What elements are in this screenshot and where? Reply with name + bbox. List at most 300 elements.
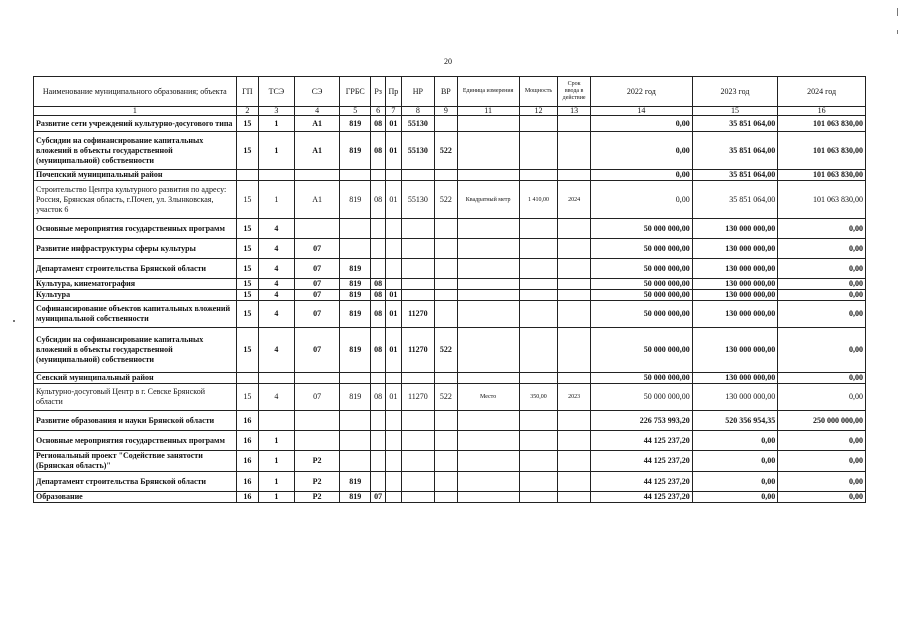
code-cell: [401, 492, 435, 503]
code-cell: [435, 116, 457, 132]
code-cell: [435, 411, 457, 431]
code-cell: 08: [371, 116, 386, 132]
code-cell: [401, 170, 435, 181]
code-cell: 08: [371, 132, 386, 170]
code-cell: [294, 431, 340, 451]
object-info-cell: [558, 328, 591, 373]
code-cell: 16: [236, 492, 258, 503]
amount-cell: 0,00: [778, 259, 866, 279]
amount-cell: 0,00: [778, 290, 866, 301]
edge-mark-mid: [897, 30, 898, 34]
code-cell: 55130: [401, 132, 435, 170]
amount-cell: 0,00: [692, 472, 778, 492]
code-cell: [401, 472, 435, 492]
amount-cell: 101 063 830,00: [778, 132, 866, 170]
row-name-cell: Культура, кинематография: [34, 279, 237, 290]
object-info-cell: [519, 279, 558, 290]
column-number-cell: 9: [435, 107, 457, 116]
object-info-cell: [558, 170, 591, 181]
code-cell: 15: [236, 116, 258, 132]
table-row: [34, 132, 866, 170]
row-name-cell: Культура: [34, 290, 237, 301]
code-cell: 16: [236, 451, 258, 472]
row-name-cell: Основные мероприятия государственных программ: [34, 219, 237, 239]
header-cell: 2024 год: [778, 77, 866, 107]
header-cell: ТСЭ: [259, 77, 295, 107]
row-name-cell: Региональный проект "Содействие занятости (Брянская область)": [34, 451, 237, 472]
object-info-cell: [519, 451, 558, 472]
code-cell: 15: [236, 301, 258, 328]
code-cell: [435, 492, 457, 503]
row-name-cell: Культурно-досуговый Центр в г. Севске Брянской области: [34, 384, 237, 411]
row-name-cell: Развитие инфраструктуры сферы культуры: [34, 239, 237, 259]
page-number: 20: [444, 57, 452, 66]
amount-cell: 44 125 237,20: [590, 451, 692, 472]
code-cell: 1: [259, 116, 295, 132]
code-cell: [340, 431, 371, 451]
code-cell: 819: [340, 472, 371, 492]
object-info-cell: [519, 411, 558, 431]
amount-cell: 101 063 830,00: [778, 170, 866, 181]
code-cell: [371, 259, 386, 279]
code-cell: [371, 472, 386, 492]
code-cell: 01: [386, 301, 401, 328]
object-info-cell: [558, 290, 591, 301]
code-cell: [435, 259, 457, 279]
amount-cell: 0,00: [590, 170, 692, 181]
code-cell: 819: [340, 259, 371, 279]
code-cell: [340, 219, 371, 239]
column-number-cell: 16: [778, 107, 866, 116]
code-cell: [401, 451, 435, 472]
code-cell: [401, 290, 435, 301]
code-cell: [340, 411, 371, 431]
code-cell: 16: [236, 431, 258, 451]
code-cell: 16: [236, 411, 258, 431]
code-cell: [386, 411, 401, 431]
table-row: [34, 328, 866, 373]
code-cell: 08: [371, 290, 386, 301]
amount-cell: 0,00: [778, 279, 866, 290]
header-cell: Наименование муниципального образования; объекта: [34, 77, 237, 107]
table-row: [34, 411, 866, 431]
code-cell: [340, 451, 371, 472]
code-cell: 522: [435, 328, 457, 373]
code-cell: [401, 279, 435, 290]
code-cell: 819: [340, 132, 371, 170]
amount-cell: 0,00: [778, 384, 866, 411]
object-info-cell: [558, 373, 591, 384]
header-cell: НР: [401, 77, 435, 107]
code-cell: [371, 219, 386, 239]
object-info-cell: 2024: [558, 181, 591, 219]
amount-cell: 0,00: [778, 431, 866, 451]
code-cell: 4: [259, 219, 295, 239]
table-row: [34, 116, 866, 132]
amount-cell: 44 125 237,20: [590, 492, 692, 503]
code-cell: 01: [386, 328, 401, 373]
code-cell: 07: [294, 279, 340, 290]
code-cell: [386, 239, 401, 259]
amount-cell: 0,00: [692, 492, 778, 503]
code-cell: [340, 239, 371, 259]
budget-table: [33, 76, 866, 503]
code-cell: 15: [236, 290, 258, 301]
code-cell: 4: [259, 290, 295, 301]
object-info-cell: [519, 219, 558, 239]
code-cell: [401, 411, 435, 431]
code-cell: 01: [386, 290, 401, 301]
amount-cell: 130 000 000,00: [692, 373, 778, 384]
object-info-cell: [457, 259, 519, 279]
code-cell: 08: [371, 384, 386, 411]
table-row: [34, 301, 866, 328]
header-cell: 2022 год: [590, 77, 692, 107]
code-cell: [371, 411, 386, 431]
code-cell: 522: [435, 132, 457, 170]
code-cell: [435, 239, 457, 259]
row-name-cell: Строительство Центра культурного развития по адресу: Россия, Брянская область, г.Почеп, ул. Злынковская, участок 6: [34, 181, 237, 219]
code-cell: 819: [340, 290, 371, 301]
amount-cell: 130 000 000,00: [692, 328, 778, 373]
object-info-cell: [457, 373, 519, 384]
code-cell: 1: [259, 451, 295, 472]
amount-cell: 0,00: [692, 451, 778, 472]
table-row: [34, 384, 866, 411]
code-cell: А1: [294, 132, 340, 170]
code-cell: 16: [236, 472, 258, 492]
code-cell: 08: [371, 301, 386, 328]
column-number-cell: 15: [692, 107, 778, 116]
amount-cell: 0,00: [778, 492, 866, 503]
object-info-cell: [457, 328, 519, 373]
code-cell: 4: [259, 301, 295, 328]
code-cell: 07: [294, 259, 340, 279]
column-number-cell: 4: [294, 107, 340, 116]
code-cell: [386, 219, 401, 239]
code-cell: [386, 259, 401, 279]
code-cell: 819: [340, 384, 371, 411]
code-cell: 1: [259, 492, 295, 503]
table-row: [34, 279, 866, 290]
object-info-cell: [558, 219, 591, 239]
code-cell: 15: [236, 181, 258, 219]
amount-cell: 50 000 000,00: [590, 219, 692, 239]
amount-cell: 0,00: [590, 116, 692, 132]
edge-mark-top: [897, 8, 898, 16]
object-info-cell: [457, 170, 519, 181]
object-info-cell: [457, 451, 519, 472]
code-cell: Р2: [294, 492, 340, 503]
code-cell: [435, 279, 457, 290]
amount-cell: 35 851 064,00: [692, 132, 778, 170]
amount-cell: 35 851 064,00: [692, 116, 778, 132]
header-cell: Срок ввода в действие: [558, 77, 591, 107]
object-info-cell: [558, 301, 591, 328]
code-cell: [435, 301, 457, 328]
header-cell: Рз: [371, 77, 386, 107]
object-info-cell: [519, 472, 558, 492]
code-cell: [435, 170, 457, 181]
code-cell: 4: [259, 384, 295, 411]
code-cell: 01: [386, 384, 401, 411]
column-number-cell: 5: [340, 107, 371, 116]
object-info-cell: [558, 411, 591, 431]
column-number-cell: 8: [401, 107, 435, 116]
code-cell: 07: [294, 328, 340, 373]
row-name-cell: Субсидии на софинансирование капитальных вложений в объекты государственной (муниципальной) собственности: [34, 132, 237, 170]
table-row: [34, 181, 866, 219]
header-cell: ГП: [236, 77, 258, 107]
object-info-cell: [457, 431, 519, 451]
object-info-cell: [457, 239, 519, 259]
code-cell: 819: [340, 181, 371, 219]
amount-cell: 0,00: [778, 373, 866, 384]
object-info-cell: [457, 279, 519, 290]
code-cell: [371, 239, 386, 259]
row-name-cell: Севский муниципальный район: [34, 373, 237, 384]
header-cell: Единица измерения: [457, 77, 519, 107]
object-info-cell: [519, 492, 558, 503]
code-cell: 4: [259, 279, 295, 290]
code-cell: 08: [371, 181, 386, 219]
column-number-cell: 13: [558, 107, 591, 116]
code-cell: [371, 431, 386, 451]
row-name-cell: Департамент строительства Брянской области: [34, 472, 237, 492]
code-cell: 4: [259, 259, 295, 279]
header-cell: Пр: [386, 77, 401, 107]
amount-cell: 50 000 000,00: [590, 279, 692, 290]
code-cell: [401, 259, 435, 279]
amount-cell: 130 000 000,00: [692, 259, 778, 279]
code-cell: 819: [340, 116, 371, 132]
code-cell: 11270: [401, 384, 435, 411]
code-cell: [236, 373, 258, 384]
row-name-cell: Развитие образования и науки Брянской области: [34, 411, 237, 431]
code-cell: Р2: [294, 472, 340, 492]
object-info-cell: [558, 259, 591, 279]
object-info-cell: [519, 290, 558, 301]
code-cell: [294, 411, 340, 431]
object-info-cell: [558, 132, 591, 170]
code-cell: [371, 170, 386, 181]
column-number-cell: 11: [457, 107, 519, 116]
code-cell: [401, 219, 435, 239]
code-cell: Р2: [294, 451, 340, 472]
amount-cell: 0,00: [590, 181, 692, 219]
code-cell: 15: [236, 132, 258, 170]
object-info-cell: [558, 492, 591, 503]
object-info-cell: 1 410,00: [519, 181, 558, 219]
object-info-cell: [558, 116, 591, 132]
code-cell: [386, 492, 401, 503]
table-row: [34, 451, 866, 472]
code-cell: [435, 290, 457, 301]
code-cell: [371, 373, 386, 384]
amount-cell: 50 000 000,00: [590, 290, 692, 301]
object-info-cell: Место: [457, 384, 519, 411]
code-cell: 819: [340, 328, 371, 373]
code-cell: [340, 170, 371, 181]
code-cell: 01: [386, 181, 401, 219]
object-info-cell: [519, 373, 558, 384]
object-info-cell: [457, 219, 519, 239]
code-cell: 4: [259, 328, 295, 373]
code-cell: [386, 431, 401, 451]
code-cell: 522: [435, 181, 457, 219]
code-cell: [435, 219, 457, 239]
code-cell: 08: [371, 328, 386, 373]
header-cell: Мощность: [519, 77, 558, 107]
amount-cell: 130 000 000,00: [692, 239, 778, 259]
object-info-cell: [558, 451, 591, 472]
code-cell: 15: [236, 279, 258, 290]
object-info-cell: [519, 132, 558, 170]
table-row: [34, 492, 866, 503]
amount-cell: 35 851 064,00: [692, 170, 778, 181]
object-info-cell: [519, 431, 558, 451]
object-info-cell: [457, 492, 519, 503]
column-number-cell: 6: [371, 107, 386, 116]
code-cell: [294, 170, 340, 181]
code-cell: 01: [386, 116, 401, 132]
object-info-cell: Квадратный метр: [457, 181, 519, 219]
code-cell: 1: [259, 132, 295, 170]
amount-cell: 130 000 000,00: [692, 384, 778, 411]
code-cell: 15: [236, 239, 258, 259]
amount-cell: 0,00: [778, 451, 866, 472]
column-number-cell: 7: [386, 107, 401, 116]
code-cell: [259, 411, 295, 431]
row-name-cell: Софинансирование объектов капитальных вложений муниципальной собственности: [34, 301, 237, 328]
amount-cell: 101 063 830,00: [778, 181, 866, 219]
code-cell: 1: [259, 472, 295, 492]
object-info-cell: 350,00: [519, 384, 558, 411]
code-cell: 1: [259, 181, 295, 219]
object-info-cell: [519, 116, 558, 132]
object-info-cell: [558, 431, 591, 451]
code-cell: 08: [371, 279, 386, 290]
amount-cell: 50 000 000,00: [590, 328, 692, 373]
object-info-cell: [519, 259, 558, 279]
code-cell: 11270: [401, 301, 435, 328]
header-row: [34, 77, 866, 107]
code-cell: [371, 451, 386, 472]
column-number-cell: 14: [590, 107, 692, 116]
code-cell: 1: [259, 431, 295, 451]
row-name-cell: Почепский муниципальный район: [34, 170, 237, 181]
column-number-cell: 2: [236, 107, 258, 116]
code-cell: 522: [435, 384, 457, 411]
code-cell: 819: [340, 279, 371, 290]
object-info-cell: [519, 170, 558, 181]
object-info-cell: [457, 290, 519, 301]
amount-cell: 130 000 000,00: [692, 219, 778, 239]
amount-cell: 44 125 237,20: [590, 431, 692, 451]
amount-cell: 50 000 000,00: [590, 384, 692, 411]
code-cell: 07: [294, 239, 340, 259]
code-cell: [259, 170, 295, 181]
code-cell: 15: [236, 259, 258, 279]
amount-cell: 520 356 954,35: [692, 411, 778, 431]
row-name-cell: Департамент строительства Брянской области: [34, 259, 237, 279]
code-cell: 07: [371, 492, 386, 503]
amount-cell: 250 000 000,00: [778, 411, 866, 431]
code-cell: [294, 373, 340, 384]
column-number-cell: 1: [34, 107, 237, 116]
code-cell: 07: [294, 290, 340, 301]
table-row: [34, 239, 866, 259]
code-cell: [259, 373, 295, 384]
amount-cell: 130 000 000,00: [692, 290, 778, 301]
amount-cell: 50 000 000,00: [590, 301, 692, 328]
column-number-cell: 12: [519, 107, 558, 116]
amount-cell: 0,00: [778, 239, 866, 259]
object-info-cell: [558, 279, 591, 290]
object-info-cell: [457, 132, 519, 170]
object-info-cell: [519, 301, 558, 328]
table-row: [34, 472, 866, 492]
code-cell: [236, 170, 258, 181]
header-cell: ВР: [435, 77, 457, 107]
amount-cell: 130 000 000,00: [692, 279, 778, 290]
code-cell: [386, 279, 401, 290]
amount-cell: 50 000 000,00: [590, 259, 692, 279]
code-cell: [386, 170, 401, 181]
code-cell: 07: [294, 384, 340, 411]
object-info-cell: [519, 328, 558, 373]
scan-dot: [13, 320, 15, 322]
code-cell: [401, 431, 435, 451]
amount-cell: 226 753 993,20: [590, 411, 692, 431]
table-body: [34, 107, 866, 503]
code-cell: 819: [340, 492, 371, 503]
object-info-cell: [558, 239, 591, 259]
table-row: [34, 259, 866, 279]
code-cell: [435, 431, 457, 451]
column-number-row: [34, 107, 866, 116]
code-cell: 11270: [401, 328, 435, 373]
code-cell: А1: [294, 116, 340, 132]
code-cell: 15: [236, 384, 258, 411]
object-info-cell: [457, 472, 519, 492]
table-row: [34, 373, 866, 384]
code-cell: [386, 472, 401, 492]
object-info-cell: [457, 301, 519, 328]
table-row: [34, 219, 866, 239]
code-cell: [435, 373, 457, 384]
header-cell: СЭ: [294, 77, 340, 107]
table-row: [34, 290, 866, 301]
amount-cell: 130 000 000,00: [692, 301, 778, 328]
code-cell: 819: [340, 301, 371, 328]
object-info-cell: [457, 411, 519, 431]
code-cell: А1: [294, 181, 340, 219]
amount-cell: 50 000 000,00: [590, 239, 692, 259]
row-name-cell: Субсидии на софинансирование капитальных вложений в объекты государственной (муниципальной) собственности: [34, 328, 237, 373]
code-cell: [386, 451, 401, 472]
amount-cell: 0,00: [778, 219, 866, 239]
row-name-cell: Развитие сети учреждений культурно-досугового типа: [34, 116, 237, 132]
code-cell: 07: [294, 301, 340, 328]
table-row: [34, 170, 866, 181]
code-cell: 15: [236, 219, 258, 239]
amount-cell: 0,00: [692, 431, 778, 451]
code-cell: [435, 472, 457, 492]
object-info-cell: [558, 472, 591, 492]
code-cell: [435, 451, 457, 472]
object-info-cell: [519, 239, 558, 259]
